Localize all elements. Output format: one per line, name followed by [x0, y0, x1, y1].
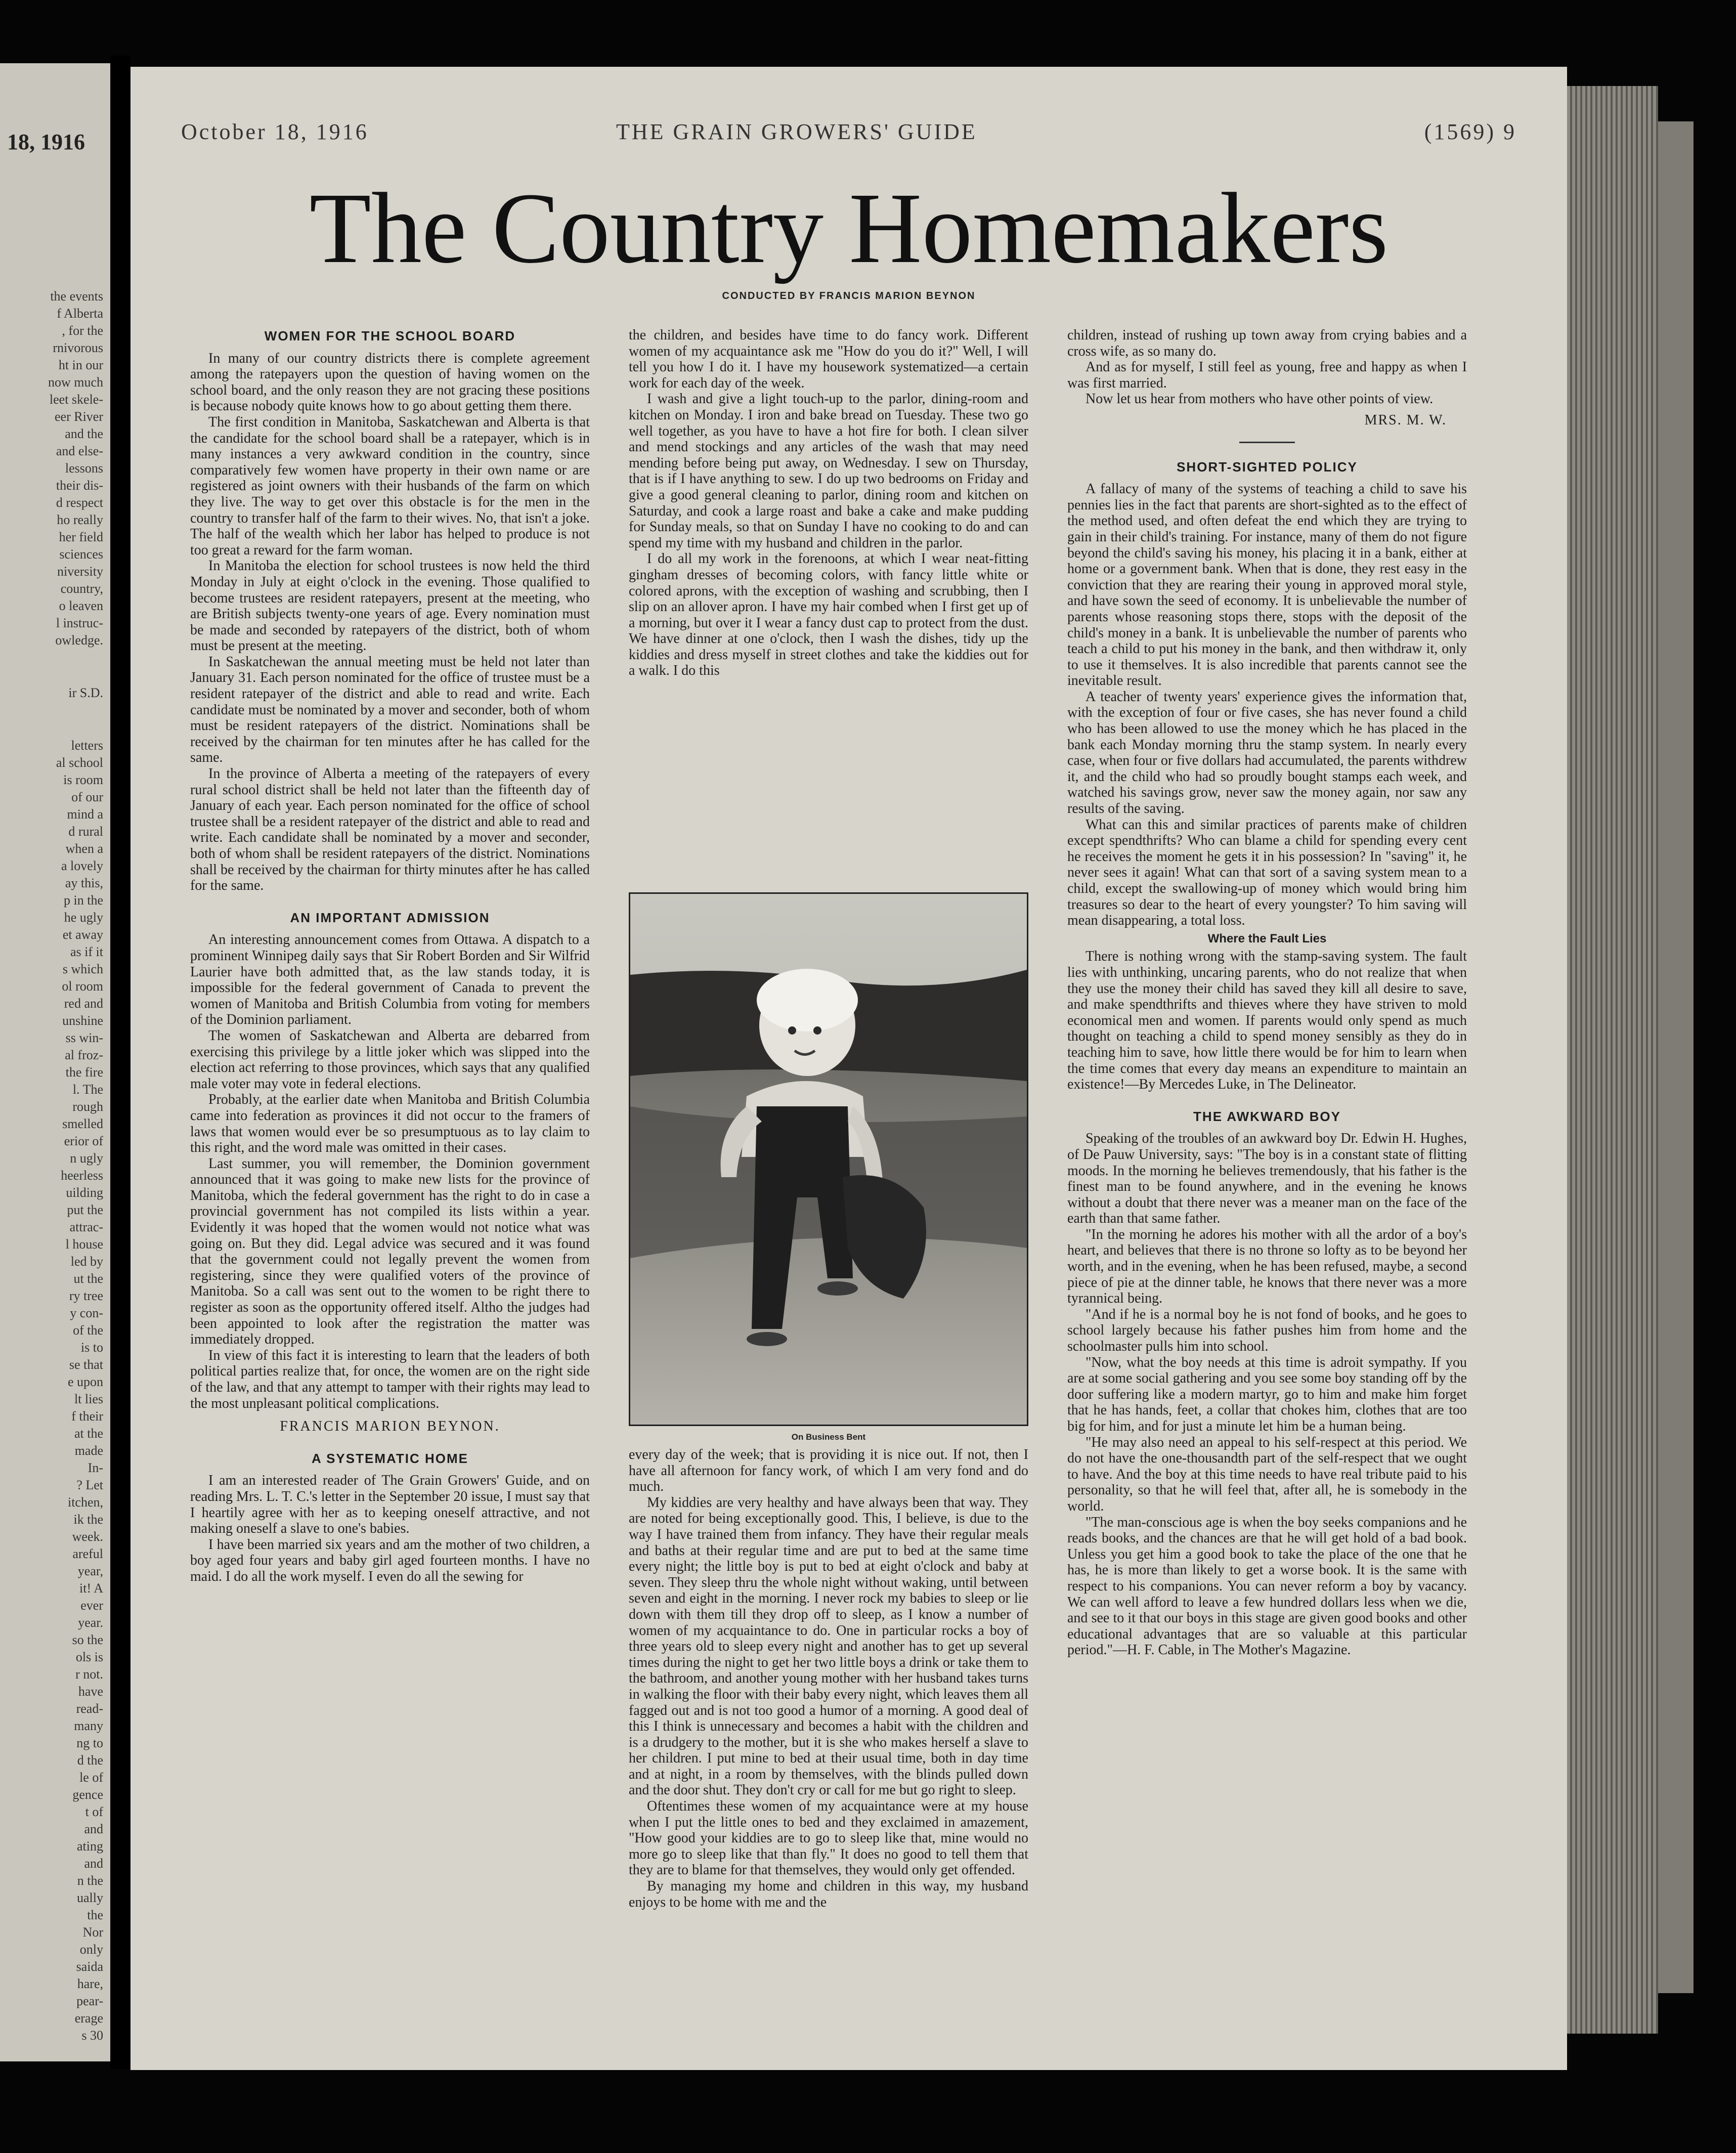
- article-paragraph: "Now, what the boy needs at this time is adroit sympathy. If you are at some social gathering and you see some boy standing off by the door suffering like a modern martyr, go to him and make him forget that he has hands, feet, a collar that chokes him, clothes that are too big for him, and for just a minute let him be a human being.: [1067, 1354, 1467, 1434]
- article-paragraph: "In the morning he adores his mother with all the ardor of a boy's heart, and believes that there is no throne so lofty as to be beyond her worth, and in the evening, when he has been refused, maybe, a second piece of pie at the dinner table, he knows that there never was a more tyrannical being.: [1067, 1226, 1467, 1307]
- left-page-text-line: of our: [71, 790, 103, 804]
- newspaper-page: [131, 67, 1567, 2070]
- left-page-text-line: led by: [70, 1254, 103, 1269]
- left-page-text-line: ols is: [75, 1650, 103, 1664]
- left-page-text-line: ever: [80, 1598, 103, 1613]
- article-paragraph: There is nothing wrong with the stamp-saving system. The fault lies with unthinking, uncaring parents, who do not realize that when they use the money their child has saved they kill all desire to save, and make spendthrifts and thieves where they have striven to mold economical men and women. If parents would only spend as much thought on teaching a child to spend money sensibly as they do in teaching him to save, how little there would be for him to learn when the time comes that every day means an expenditure to maintain an existence!—By Mercedes Luke, in The Delineator.: [1067, 949, 1467, 1093]
- left-page-text-line: attrac-: [69, 1220, 103, 1234]
- left-page-text-line: sciences: [59, 547, 103, 562]
- left-page-text-line: letters: [71, 738, 103, 753]
- article-paragraph: "He may also need an appeal to his self-respect at this period. We do not have the one-thousandth part of the self-respect that we ought to have. And the boy at this time needs to have real tribute paid to his personality, so that he will feel that, after all, he is somebody in the world.: [1067, 1434, 1467, 1514]
- left-page-text-line: uilding: [66, 1185, 103, 1200]
- left-page-text-line: d respect: [56, 495, 103, 510]
- left-page-text-line: n the: [77, 1873, 103, 1888]
- article-heading: A SYSTEMATIC HOME: [312, 1450, 468, 1466]
- article-paragraph: children, instead of rushing up town away from crying babies and a cross wife, as so many do.: [1067, 327, 1467, 359]
- photo-figure: [629, 892, 1028, 1442]
- left-page-text-line: le of: [79, 1770, 103, 1785]
- left-page-text-line: and: [84, 1822, 103, 1836]
- left-page-text-line: o leaven: [59, 598, 103, 613]
- left-page-text-line: l house: [65, 1237, 103, 1252]
- article-paragraph: I am an interested reader of The Grain Growers' Guide, and on reading Mrs. L. T. C.'s letter in the September 20 issue, I must say that I heartily agree with her as to keeping oneself attractive, and not making oneself a slave to one's babies.: [190, 1473, 590, 1537]
- article-paragraph: In Saskatchewan the annual meeting must be held not later than January 31. Each person nominated for the office of trustee must be a resident ratepayer of the district and able to read and write. Each candidate must be nominated by a mover and seconder, both of whom must be resident ratepayers of the district. Nominations shall be received by the chairman for ten minutes after he has called for the same.: [190, 654, 590, 766]
- left-page-text-line: s 30: [81, 2028, 103, 2043]
- left-page-text-line: Nor: [82, 1925, 103, 1940]
- left-page-text-line: ut the: [73, 1271, 103, 1286]
- issue-date: October 18, 1916: [181, 119, 369, 144]
- left-page-text-line: smelled: [62, 1116, 103, 1131]
- left-page-text-line: In-: [88, 1460, 103, 1475]
- article-paragraph: In view of this fact it is interesting to learn that the leaders of both political parties realize that, for once, the women are on the right side of the law, and that any attempt to tamper with their rights may lead to the most unpleasant political complications.: [190, 1347, 590, 1411]
- left-page-text-line: saida: [76, 1959, 103, 1974]
- left-page-text-line: is to: [80, 1340, 103, 1355]
- left-page-text-line: he ugly: [64, 910, 103, 925]
- left-page-text-line: made: [74, 1443, 103, 1458]
- left-page-text-line: areful: [72, 1546, 103, 1561]
- left-page-text-line: the events: [50, 289, 103, 304]
- left-page-text-line: ating: [77, 1839, 103, 1854]
- left-page-text-line: is room: [63, 772, 103, 787]
- left-page-text-line: ay this,: [65, 876, 103, 890]
- left-page-text-line: so the: [72, 1632, 103, 1647]
- left-page-text-line: leet skele-: [49, 392, 103, 407]
- article-paragraph: An interesting announcement comes from Ottawa. A dispatch to a prominent Winnipeg daily says that Sir Robert Borden and Sir Wilfrid Laurier have both admitted that, as the law stands today, it is impossible for the federal government of Canada to prevent the women of Manitoba and British Columbia from voting for members of the Dominion parliament.: [190, 932, 590, 1028]
- left-page-text-line: ually: [77, 1890, 103, 1905]
- left-page-text-line: se that: [69, 1357, 103, 1372]
- article-paragraph: A fallacy of many of the systems of teaching a child to save his pennies lies in the fact that parents are short-sighted as to the effect of the method used, and often defeat the end which they are trying to gain in their child's training. For instance, many of them do not figure beyond the child's saving his money, his placing it in a bank, either at home or a government bank. When that is done, they rest easy in the conviction that they are rearing their young in approved moral style, and have sown the seed of economy. It is unbelievable the number of parents whose reasoning stops there, stops with the deposit of the child's money in a bank. It is unbelievable the number of parents who teach a child to put his money in the bank, and then withdraw it, only to use it themselves. It is also incredible that parents cannot see the inevitable result.: [1067, 481, 1467, 689]
- left-page-text-line: f their: [71, 1409, 103, 1424]
- article-paragraph: every day of the week; that is providing it is nice out. If not, then I have all afternoon for fancy work, of which I am very fond and do much.: [629, 1447, 1028, 1495]
- left-page-text-line: f Alberta: [57, 306, 103, 321]
- left-page-text-line: e upon: [67, 1374, 103, 1389]
- left-page-text-line: only: [79, 1942, 103, 1957]
- left-page-text-line: have: [78, 1684, 103, 1699]
- left-page-text-line: many: [74, 1718, 103, 1733]
- article-paragraph: Now let us hear from mothers who have other points of view.: [1086, 391, 1434, 407]
- book-page-edges: [1567, 86, 1658, 2034]
- book-gutter: [110, 56, 131, 2069]
- left-page-text-line: put the: [67, 1202, 103, 1217]
- left-page-text-line: and else-: [56, 444, 103, 458]
- left-page-text-line: owledge.: [55, 633, 103, 648]
- left-page-text-line: their dis-: [56, 478, 103, 493]
- left-page-text-line: ik the: [73, 1512, 103, 1527]
- article-paragraph: I have been married six years and am the mother of two children, a boy aged four years and baby girl aged fourteen months. I have no maid. I do all the work myself. I even do all the sewing for: [190, 1536, 590, 1584]
- article-heading: WOMEN FOR THE SCHOOL BOARD: [264, 328, 516, 343]
- article-paragraph: A teacher of twenty years' experience gives the information that, with the exception of four or five cases, she has never found a child who has been allowed to use the money which he has placed in the bank each Monday morning thru the stamp system. In nearly every case, when four or five dollars had accumulated, the parents withdrew it, and the child who had so proudly bought stamps each week, and watched his savings grow, never saw the money again, nor saw any results of the saving.: [1067, 688, 1467, 817]
- left-page-text-line: country,: [60, 581, 103, 596]
- left-page-text-line: her field: [59, 530, 103, 544]
- photo-caption: On Business Bent: [791, 1432, 866, 1442]
- article-paragraph: The women of Saskatchewan and Alberta are debarred from exercising this privilege by a little joker which was slipped into the election act referring to those provinces, which says that any qualified male voter may vote in federal elections.: [190, 1027, 590, 1092]
- left-page-text-line: al school: [56, 755, 103, 770]
- article-paragraph: In the province of Alberta a meeting of the ratepayers of every rural school district shall be held not later than the fifteenth day of January of each year. Each person nominated for the office of school trustee shall be a resident ratepayer of the district and able to read and write. Each candidate shall be nominated by a mover and seconder, both of whom shall be resident ratepayers of the district. Nominations shall be received by the chairman for thirty minutes after he has called for the same.: [190, 766, 590, 894]
- section-byline: CONDUCTED BY FRANCIS MARION BEYNON: [722, 290, 976, 302]
- page-number: (1569) 9: [1424, 119, 1516, 144]
- section-masthead: The Country Homemakers: [309, 173, 1388, 284]
- left-page-text-line: l instruc-: [56, 616, 103, 630]
- left-page-text-line: week.: [72, 1529, 103, 1544]
- article-paragraph: My kiddies are very healthy and have always been that way. They are noted for being exceptionally good. This, I believe, is due to the way I have trained them from infancy. They have their regular meals and baths at their regular time and are put to bed at the same time every night; the little boy is put to bed at eight o'clock and baby at seven. They sleep thru the whole night without waking, until between seven and eight in the morning. I never rock my babies to sleep or lie down with them till they drop off to sleep, as I know a number of women of my acquaintance to do. One in particular rocks a boy of three years old to sleep every night and another has to get up several times during the night to get her two little boys a drink or take them to the bathroom, and another young mother with her husband takes turns in walking the floor with their baby every night, which leaves them all fagged out and is not too good a humor of a morning. A good deal of this I think is unnecessary and becomes a habit with the children and is a drudgery to the mother, but it is she who makes herself a slave to her children. I put mine to bed at their usual time, both in day time and at night, in a room by themselves, with the blinds pulled down and the door shut. They don't cry or call for me but go right to sleep.: [629, 1494, 1028, 1798]
- column-2-top: [629, 327, 1028, 679]
- left-page-text-line: ng to: [76, 1736, 103, 1750]
- left-page-text-line: ry tree: [69, 1288, 103, 1303]
- left-page-text-line: and: [84, 1856, 103, 1871]
- article-paragraph: "And if he is a normal boy he is not fond of books, and he goes to school largely because his father pushes him from home and the schoolmaster pulls him into school.: [1067, 1306, 1467, 1355]
- left-page-text-line: itchen,: [67, 1495, 103, 1510]
- left-page-text-line: hare,: [77, 1976, 103, 1991]
- left-page-text-line: it! A: [79, 1581, 103, 1596]
- article-paragraph: The first condition in Manitoba, Saskatchewan and Alberta is that the candidate for the school board shall be a ratepayer, which is in many instances a very awkward condition in the country, since comparatively few women have property in their own name or are registered as joint owners with their husbands of the farm on which they live. The way to get over this obstacle is for the men in the country to transfer half of the farm to their wives. No, that isn't a joke. The half of the wealth which her labor has helped to produce is not too great a reward for the farm woman.: [190, 414, 590, 558]
- left-page-text-line: the fire: [65, 1065, 103, 1080]
- left-page-text-line: year,: [77, 1564, 103, 1578]
- left-page-text-line: ir S.D.: [68, 685, 103, 700]
- left-page-text-line: eer River: [54, 409, 103, 424]
- article-paragraph: Last summer, you will remember, the Dominion government announced that it was going to make new lists for the province of Manitoba, which the federal government has the right to do in case a provincial government has not compiled its lists within a year. Evidently it was hoped that the women would not notice what was going on. But they did. Legal advice was secured and it was found that the government could not legally prevent the women from registering, since they were qualified voters of the province of Manitoba. So a call was sent out to the women to be right there to register as soon as the opportunity offered itself. Altho the judges had been appointed to look after the registration the matter was immediately dropped.: [190, 1155, 590, 1348]
- left-page-text-line: rnivorous: [53, 340, 103, 355]
- left-page-text-line: p in the: [64, 893, 103, 908]
- left-page-text-line: ol room: [62, 979, 103, 994]
- article-paragraph: Speaking of the troubles of an awkward boy Dr. Edwin H. Hughes, of De Pauw University, says: "The boy is in a constant state of flitting moods. In the morning he believes tremendously, that his father is the finest man to be found anywhere, and in the evening he knows without a doubt that there never was a meaner man on the face of the earth than that same father.: [1067, 1131, 1467, 1227]
- left-page-date: 18, 1916: [7, 130, 85, 154]
- left-page-text-line: read-: [76, 1701, 103, 1716]
- left-page-text-line: of the: [73, 1323, 103, 1338]
- left-page-text-line: ss win-: [65, 1030, 103, 1045]
- left-page-text-line: d the: [77, 1753, 103, 1768]
- article-paragraph: In many of our country districts there is complete agreement among the ratepayers upon the question of having women on the school board, and the only reason they are not gracing these positions is because nobody quite knows how to go about getting them there.: [190, 350, 590, 414]
- article-subheading: Where the Fault Lies: [1207, 931, 1327, 945]
- publication-title: THE GRAIN GROWERS' GUIDE: [616, 119, 977, 144]
- article-heading: AN IMPORTANT ADMISSION: [290, 910, 490, 925]
- left-page-text-line: gence: [72, 1787, 103, 1802]
- left-page-text-line: r not.: [75, 1667, 103, 1682]
- article-signature: FRANCIS MARION BEYNON.: [280, 1418, 500, 1435]
- article-paragraph: I do all my work in the forenoons, at which I wear neat-fitting gingham dresses of becoming colors, with fancy little white or colored aprons, with the exception of washing and scrubbing, then I slip on an allover apron. I have my hair combed when I first get up of a morning, but over it I wear a fancy dust cap to protect from the dust. We have dinner at one o'clock, then I wash the dishes, tidy up the kiddies and dress myself in street clothes and take the kiddies out for a walk. I do this: [629, 551, 1028, 679]
- left-page-text-line: d rural: [68, 824, 103, 839]
- child-photograph: [629, 892, 1028, 1426]
- article-paragraph: Oftentimes these women of my acquaintance were at my house when I put the little ones to bed and they exclaimed in amazement, "How good your kiddies are to go to sleep like that, mine would no more go to sleep like that than fly." It does no good to tell them that they are to blame for that themselves, they would only get offended.: [629, 1798, 1028, 1878]
- left-page-text-line: a lovely: [61, 858, 103, 873]
- left-page-text-line: al froz-: [65, 1048, 103, 1062]
- left-page-text-line: erior of: [64, 1134, 103, 1148]
- article-heading: THE AWKWARD BOY: [1193, 1108, 1341, 1124]
- left-page-text-line: , for the: [62, 323, 103, 338]
- left-page-text-line: heerless: [61, 1168, 103, 1183]
- left-page-fragment: [0, 63, 110, 2061]
- left-page-text-line: s which: [62, 962, 103, 976]
- left-page-text-line: as if it: [70, 944, 103, 959]
- article-paragraph: Probably, at the earlier date when Manitoba and British Columbia came into federation as provinces it did not occur to the framers of laws that women would ever be so presumptuous as to lay claim to this right, and the word male was omitted in their cases.: [190, 1092, 590, 1156]
- column-3: [1067, 327, 1467, 1658]
- left-page-text-line: l. The: [72, 1082, 103, 1097]
- left-page-text-line: and the: [65, 426, 103, 441]
- left-page-text-line: mind a: [67, 807, 103, 822]
- left-page-text-line: ht in our: [58, 358, 103, 372]
- left-page-text-line: niversity: [57, 564, 103, 579]
- left-page-text-line: y con-: [70, 1306, 103, 1320]
- left-page-text-line: year.: [78, 1615, 103, 1630]
- article-heading: SHORT-SIGHTED POLICY: [1177, 459, 1358, 475]
- article-paragraph: What can this and similar practices of parents make of children except spendthrifts? Who can blame a child for spending every cent he receives the moment he gets it in his possession? In "saving" it, he never sees it again! What can that sort of a saving system mean to a child, except the swallowing-up of money which would bring him treasures so dear to the heart of every youngster? To him saving will mean disappearing, a total loss.: [1067, 816, 1467, 929]
- article-paragraph: "The man-conscious age is when the boy seeks companions and he reads books, and the chances are that he will get hold of a bad book. Unless you get him a good book to take the place of the one that he has, he is more than likely to get a worse book. It is the same with respect to his companions. You can never reform a boy by vacancy. We can well afford to leave a few hundred dollars less when we die, and see to it that our boys in this stage are given good books and other educational advantages that are so valuable at this particular period."—H. F. Cable, in The Mother's Magazine.: [1067, 1514, 1467, 1658]
- article-signature: MRS. M. W.: [1364, 412, 1447, 428]
- left-page-text-line: t of: [85, 1804, 103, 1819]
- left-page-text-line: n ugly: [70, 1151, 103, 1166]
- left-page-text-line: at the: [74, 1426, 103, 1441]
- left-page-text-line: ? Let: [76, 1478, 103, 1492]
- left-page-text-line: et away: [62, 927, 103, 942]
- article-paragraph: I wash and give a light touch-up to the parlor, dining-room and kitchen on Monday. I iron and bake bread on Tuesday. These two go well together, as you have to have a hot fire for both. I clean silver and mend stockings and any articles of the wash that may need mending before being put away, on Wednesday. I sew on Thursday, that is if I have anything to sew. I do up two bedrooms on Friday and give a good general cleaning to parlor, dining room and kitchen on Saturday, and cook a large roast and bake a cake and make pudding for Sunday meals, so that on Sunday I have no cooking to do and can spend my time with my husband and children in the parlor.: [629, 391, 1028, 551]
- left-page-text-line: red and: [64, 996, 103, 1011]
- book-binding-edge: [1658, 121, 1694, 1993]
- article-paragraph: the children, and besides have time to do fancy work. Different women of my acquaintance ask me "How do you do it?" Well, I will tell you how I do it. I have my housework systematized—a certain work for each day of the week.: [629, 327, 1028, 391]
- left-page-text-line: ho really: [57, 512, 103, 527]
- article-paragraph: By managing my home and children in this way, my husband enjoys to be home with me and the: [629, 1878, 1028, 1910]
- column-1: [190, 327, 590, 1585]
- child-photo-image: [630, 894, 1027, 1425]
- running-head: [131, 119, 1567, 149]
- left-page-text-line: now much: [48, 375, 103, 390]
- left-page-text-line: lt lies: [74, 1392, 103, 1406]
- left-page-text-line: when a: [65, 841, 103, 856]
- section-divider: [1239, 442, 1295, 443]
- left-page-text-line: lessons: [65, 461, 103, 476]
- left-page-text-line: unshine: [62, 1013, 103, 1028]
- left-page-text-line: rough: [72, 1099, 103, 1114]
- left-page-text-line: erage: [74, 2011, 103, 2026]
- left-page-text-line: the: [87, 1908, 103, 1922]
- left-page-text-line: pear-: [76, 1994, 103, 2008]
- article-paragraph: And as for myself, I still feel as young, free and happy as when I was first married.: [1067, 359, 1467, 391]
- article-paragraph: In Manitoba the election for school trustees is now held the third Monday in July at eight o'clock in the evening. Those qualified to become trustees are resident ratepayers, present at the meeting, who are British subjects twenty-one years of age. Every nomination must be made and seconded by ratepayers of the district, both of whom must be present at the meeting.: [190, 558, 590, 654]
- column-2-bottom: [629, 1447, 1028, 1910]
